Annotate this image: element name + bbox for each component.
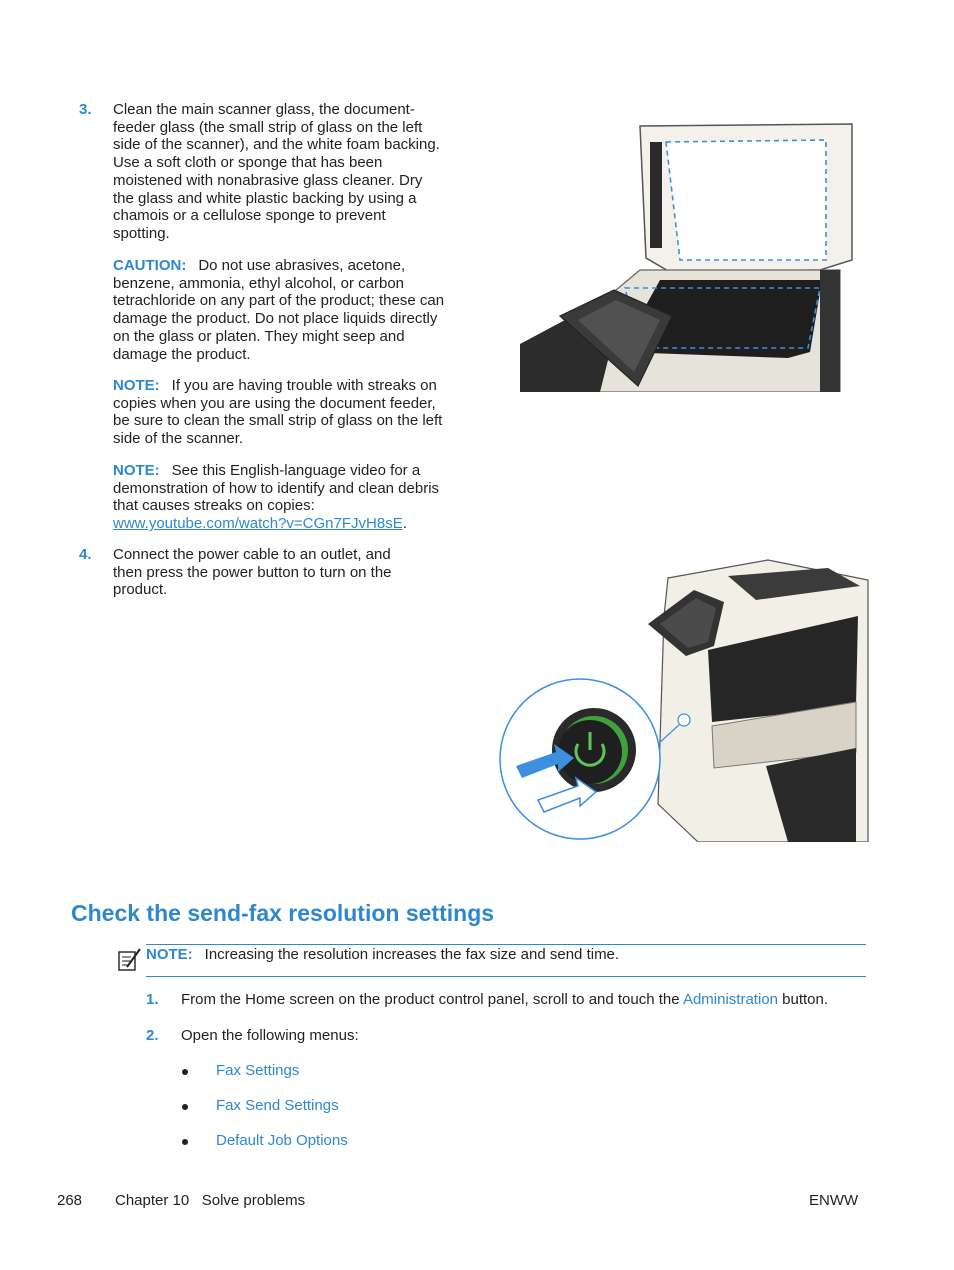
section-step-1-after: button. — [778, 991, 829, 1008]
administration-button-label: Administration — [682, 991, 778, 1008]
section-step-2-number: 2. — [146, 1027, 159, 1044]
note-rule-top — [146, 944, 866, 945]
note-1-label: NOTE: — [113, 377, 160, 394]
section-step-1-number: 1. — [146, 991, 159, 1008]
bullet — [182, 1069, 188, 1075]
section-title: Check the send-fax resolution settings — [71, 900, 495, 926]
menu-fax-settings: Fax Settings — [216, 1062, 300, 1079]
youtube-link[interactable]: www.youtube.com/watch?v=CGn7FJvH8sE — [113, 515, 403, 533]
page-number: 268 — [57, 1192, 83, 1209]
note-2-label: NOTE: — [113, 462, 160, 479]
power-button-illustration — [498, 556, 870, 842]
note-2-text: See this English-language video for a demonstration of how to identify and clean debris that causes streaks on copies: — [113, 462, 440, 515]
menu-fax-send-settings: Fax Send Settings — [216, 1097, 339, 1114]
note-2-period: . — [402, 515, 407, 533]
caution-block — [113, 257, 445, 363]
section-note-text: Increasing the resolution increases the fax size and send time. — [204, 946, 620, 963]
note-2-block — [113, 462, 445, 533]
menu-default-job-options: Default Job Options — [216, 1132, 348, 1149]
section-step-1-text — [181, 991, 871, 1009]
scanner-glass-illustration — [520, 120, 860, 392]
note-pencil-icon — [118, 947, 142, 973]
section-step-1-before: From the Home screen on the product control panel, scroll to and touch the — [181, 991, 683, 1008]
chapter-title: Chapter 10 Solve problems — [115, 1192, 306, 1209]
bullet — [182, 1139, 188, 1145]
step-4-number: 4. — [79, 546, 92, 563]
note-rule-bottom — [146, 976, 866, 977]
section-note — [146, 946, 866, 964]
note-1-block — [113, 377, 445, 448]
caution-text: Do not use abrasives, acetone, benzene, ammonia, ethyl alcohol, or carbon tetrachloride on any part of the product; these can damage the product. Do not place liquids directly on the glass or platen. They might seep and damage the product. — [113, 257, 445, 363]
step-3-number: 3. — [79, 101, 92, 118]
section-step-2-text: Open the following menus: — [181, 1027, 359, 1044]
footer-enww: ENWW — [809, 1192, 859, 1209]
step-3-text: Clean the main scanner glass, the document-feeder glass (the small strip of glass on the left side of the scanner), and the white foam backing. Use a soft cloth or sponge that has been moistened with nonabrasive glass cleaner. Dry the glass and white plastic backing by using a chamois or a cellulose sponge to prevent spotting. — [113, 101, 440, 242]
caution-label: CAUTION: — [113, 257, 187, 274]
note-1-text: If you are having trouble with streaks on copies when you are using the document feeder, be sure to clean the small strip of glass on the left side of the scanner. — [113, 377, 443, 448]
bullet — [182, 1104, 188, 1110]
step-4-text: Connect the power cable to an outlet, and then press the power button to turn on the product. — [113, 546, 392, 599]
section-note-label: NOTE: — [146, 946, 193, 963]
